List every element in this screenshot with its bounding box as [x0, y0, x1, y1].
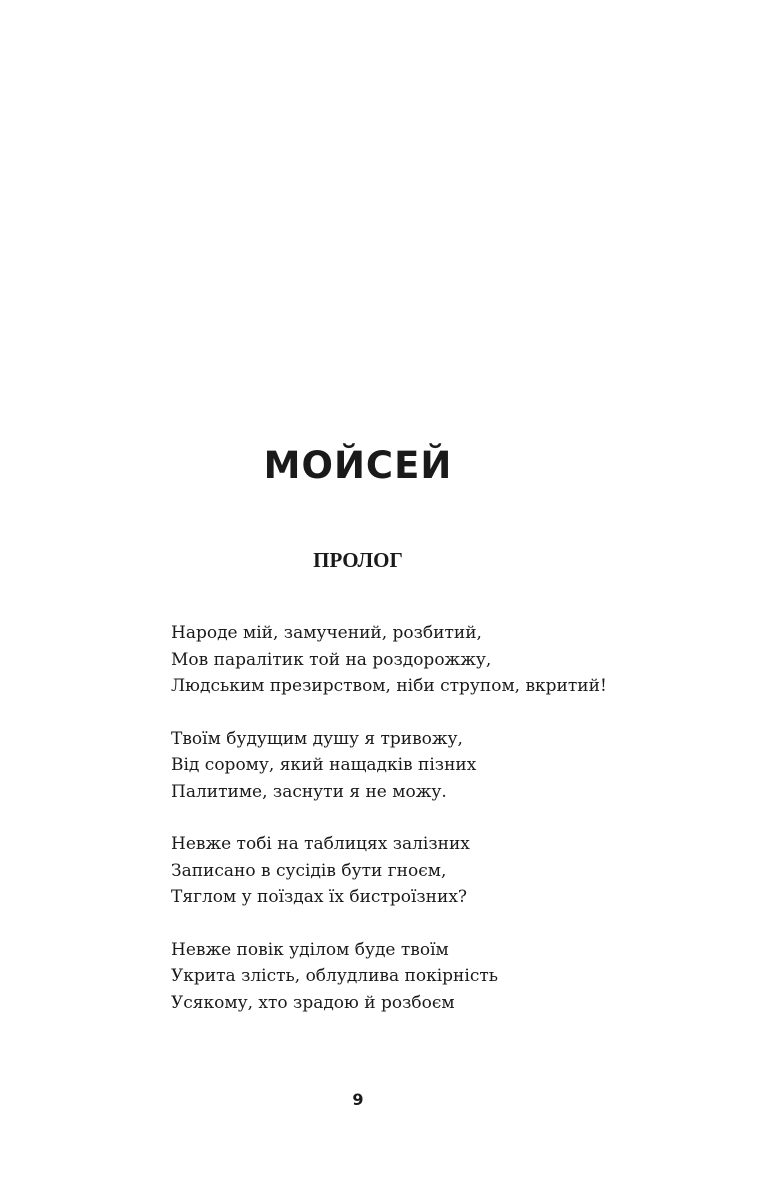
- section-title: ПРОЛОГ: [313, 548, 403, 572]
- verse-line: Усякому, хто зрадою й розбоєм: [171, 992, 455, 1013]
- page-number: 9: [352, 1090, 364, 1109]
- verse-line: Твоїм будущим душу я тривожу,: [171, 728, 463, 749]
- stanza-1: [171, 620, 607, 700]
- verse-line: Від сорому, який нащадків пізних: [171, 755, 477, 775]
- verse-line: Тяглом у поїздах їх бистроїзних?: [171, 887, 468, 907]
- poem-body: [171, 620, 607, 1042]
- verse-line: Мов паралітик той на роздорожжу,: [171, 649, 492, 670]
- verse-line: Невже тобі на таблицях залізних: [171, 834, 470, 854]
- verse-line: Народе мій, замучений, розбитий,: [171, 623, 482, 643]
- stanza-4: [171, 937, 607, 1017]
- work-title: МОЙСЕЙ: [263, 444, 453, 487]
- verse-line: Невже повік уділом буде твоїм: [171, 939, 449, 960]
- verse-line: Записано в сусідів бути гноєм,: [171, 860, 447, 881]
- stanza-3: [171, 831, 607, 911]
- verse-line: Укрита злість, облудлива покірність: [171, 966, 499, 986]
- stanza-2: [171, 726, 607, 806]
- verse-line: Людським презирством, ніби струпом, вкритий!: [171, 676, 607, 696]
- verse-line: Палитиме, заснути я не можу.: [171, 781, 447, 802]
